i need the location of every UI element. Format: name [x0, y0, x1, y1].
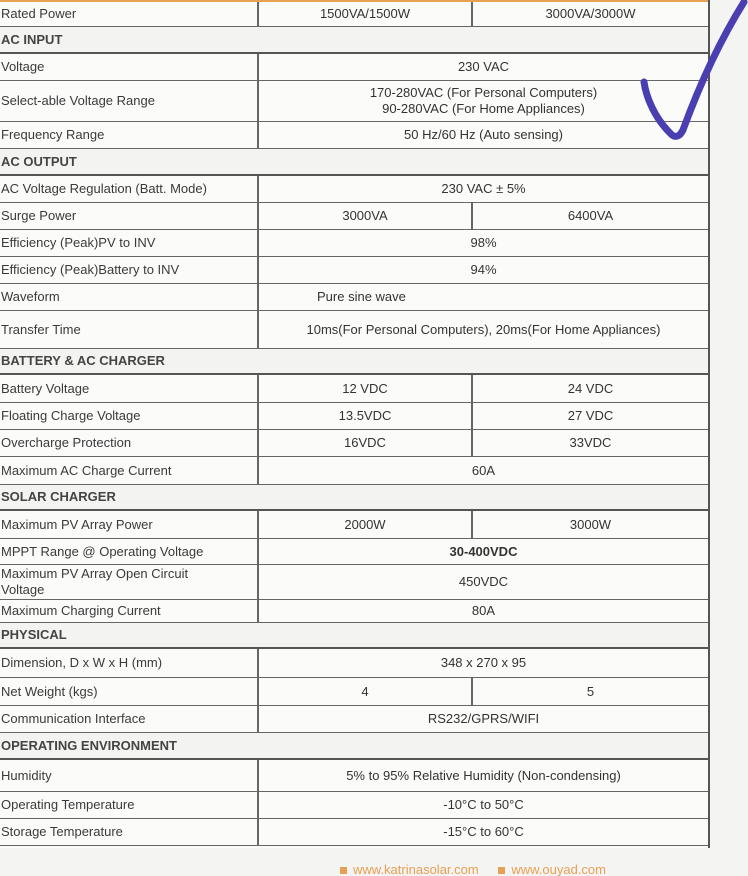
table-row: [0, 818, 708, 845]
row-value: 5% to 95% Relative Humidity (Non-condensing): [258, 759, 708, 791]
model-2-value: 27 VDC: [472, 402, 708, 429]
table-row: [0, 791, 708, 818]
bullet-icon: [498, 867, 505, 874]
model-1-value: 1500VA/1500W: [258, 2, 472, 26]
row-value: -10°C to 50°C: [258, 791, 708, 818]
row-label: Maximum PV Array Power: [0, 510, 258, 538]
row-value: 80A: [258, 599, 708, 622]
table-row: [0, 2, 708, 26]
row-value: Pure sine wave: [258, 283, 708, 310]
section-title: AC INPUT: [0, 26, 708, 53]
row-label: Surge Power: [0, 202, 258, 229]
model-1-value: 12 VDC: [258, 374, 472, 402]
row-value: 10ms(For Personal Computers), 20ms(For Home Appliances): [258, 310, 708, 348]
model-1-value: 2000W: [258, 510, 472, 538]
section-title: BATTERY & AC CHARGER: [0, 348, 708, 374]
row-label: Humidity: [0, 759, 258, 791]
model-2-value: 6400VA: [472, 202, 708, 229]
section-header: [0, 622, 708, 648]
row-label: Efficiency (Peak)Battery to INV: [0, 256, 258, 283]
table-row: [0, 429, 708, 456]
row-label: Maximum Charging Current: [0, 599, 258, 622]
model-2-value: 24 VDC: [472, 374, 708, 402]
row-value: 30-400VDC: [258, 538, 708, 564]
row-value: 348 x 270 x 95: [258, 648, 708, 677]
table-row: [0, 402, 708, 429]
model-1-value: 4: [258, 677, 472, 705]
footer-link-2[interactable]: www.ouyad.com: [498, 862, 606, 876]
table-row: [0, 175, 708, 202]
table-row: [0, 256, 708, 283]
model-1-value: 13.5VDC: [258, 402, 472, 429]
row-label: Select-able Voltage Range: [0, 80, 258, 121]
row-label: Voltage: [0, 53, 258, 80]
row-label: Operating Temperature: [0, 791, 258, 818]
table-row: [0, 374, 708, 402]
row-label: Floating Charge Voltage: [0, 402, 258, 429]
section-title: PHYSICAL: [0, 622, 708, 648]
row-label: Dimension, D x W x H (mm): [0, 648, 258, 677]
row-value: [258, 80, 708, 121]
table-row: [0, 599, 708, 622]
row-label: Waveform: [0, 283, 258, 310]
row-label: [0, 564, 258, 599]
value-line-2: 90-280VAC (For Home Appliances): [382, 100, 585, 116]
row-value: 94%: [258, 256, 708, 283]
table-row: [0, 456, 708, 484]
table-row: [0, 564, 708, 599]
row-label: Storage Temperature: [0, 818, 258, 845]
row-value: 450VDC: [258, 564, 708, 599]
row-label: Net Weight (kgs): [0, 677, 258, 705]
section-header: [0, 484, 708, 510]
section-header: [0, 348, 708, 374]
section-title: AC OUTPUT: [0, 148, 708, 175]
row-value: 230 VAC: [258, 53, 708, 80]
model-2-value: 33VDC: [472, 429, 708, 456]
row-label: MPPT Range @ Operating Voltage: [0, 538, 258, 564]
table-row: [0, 677, 708, 705]
footer-link-1[interactable]: www.katrinasolar.com: [340, 862, 479, 876]
table-row: [0, 538, 708, 564]
table-row: [0, 759, 708, 791]
row-label: Frequency Range: [0, 121, 258, 148]
model-2-value: 3000W: [472, 510, 708, 538]
row-label: Battery Voltage: [0, 374, 258, 402]
row-label: AC Voltage Regulation (Batt. Mode): [0, 175, 258, 202]
table-row: [0, 202, 708, 229]
model-2-value: 3000VA/3000W: [472, 2, 708, 26]
row-label: Overcharge Protection: [0, 429, 258, 456]
model-2-value: 5: [472, 677, 708, 705]
value-line-1: 170-280VAC (For Personal Computers): [369, 84, 598, 100]
footer-websites: [340, 862, 622, 876]
row-label: Efficiency (Peak)PV to INV: [0, 229, 258, 256]
row-value: RS232/GPRS/WIFI: [258, 705, 708, 732]
bullet-icon: [340, 867, 347, 874]
row-label: Maximum AC Charge Current: [0, 456, 258, 484]
row-value: 230 VAC ± 5%: [258, 175, 708, 202]
model-1-value: 3000VA: [258, 202, 472, 229]
table-row: [0, 310, 708, 348]
label-line-1: Maximum PV Array Open Circuit: [1, 565, 189, 581]
table-row: [0, 53, 708, 80]
row-value: 50 Hz/60 Hz (Auto sensing): [258, 121, 708, 148]
section-title: SOLAR CHARGER: [0, 484, 708, 510]
table-row: [0, 80, 708, 121]
table-row: [0, 229, 708, 256]
section-header: [0, 732, 708, 759]
row-value: -15°C to 60°C: [258, 818, 708, 845]
section-title: OPERATING ENVIRONMENT: [0, 732, 708, 759]
row-label: Transfer Time: [0, 310, 258, 348]
row-value: 60A: [258, 456, 708, 484]
row-label: Communication Interface: [0, 705, 258, 732]
table-row: [0, 510, 708, 538]
label-line-2: Voltage: [1, 581, 45, 597]
table-row: [0, 121, 708, 148]
section-header: [0, 148, 708, 175]
model-1-value: 16VDC: [258, 429, 472, 456]
table-row: [0, 705, 708, 732]
spec-table: [0, 2, 708, 846]
row-value: 98%: [258, 229, 708, 256]
section-header: [0, 26, 708, 53]
table-row: [0, 648, 708, 677]
row-label: Rated Power: [0, 2, 258, 26]
table-row: [0, 283, 708, 310]
